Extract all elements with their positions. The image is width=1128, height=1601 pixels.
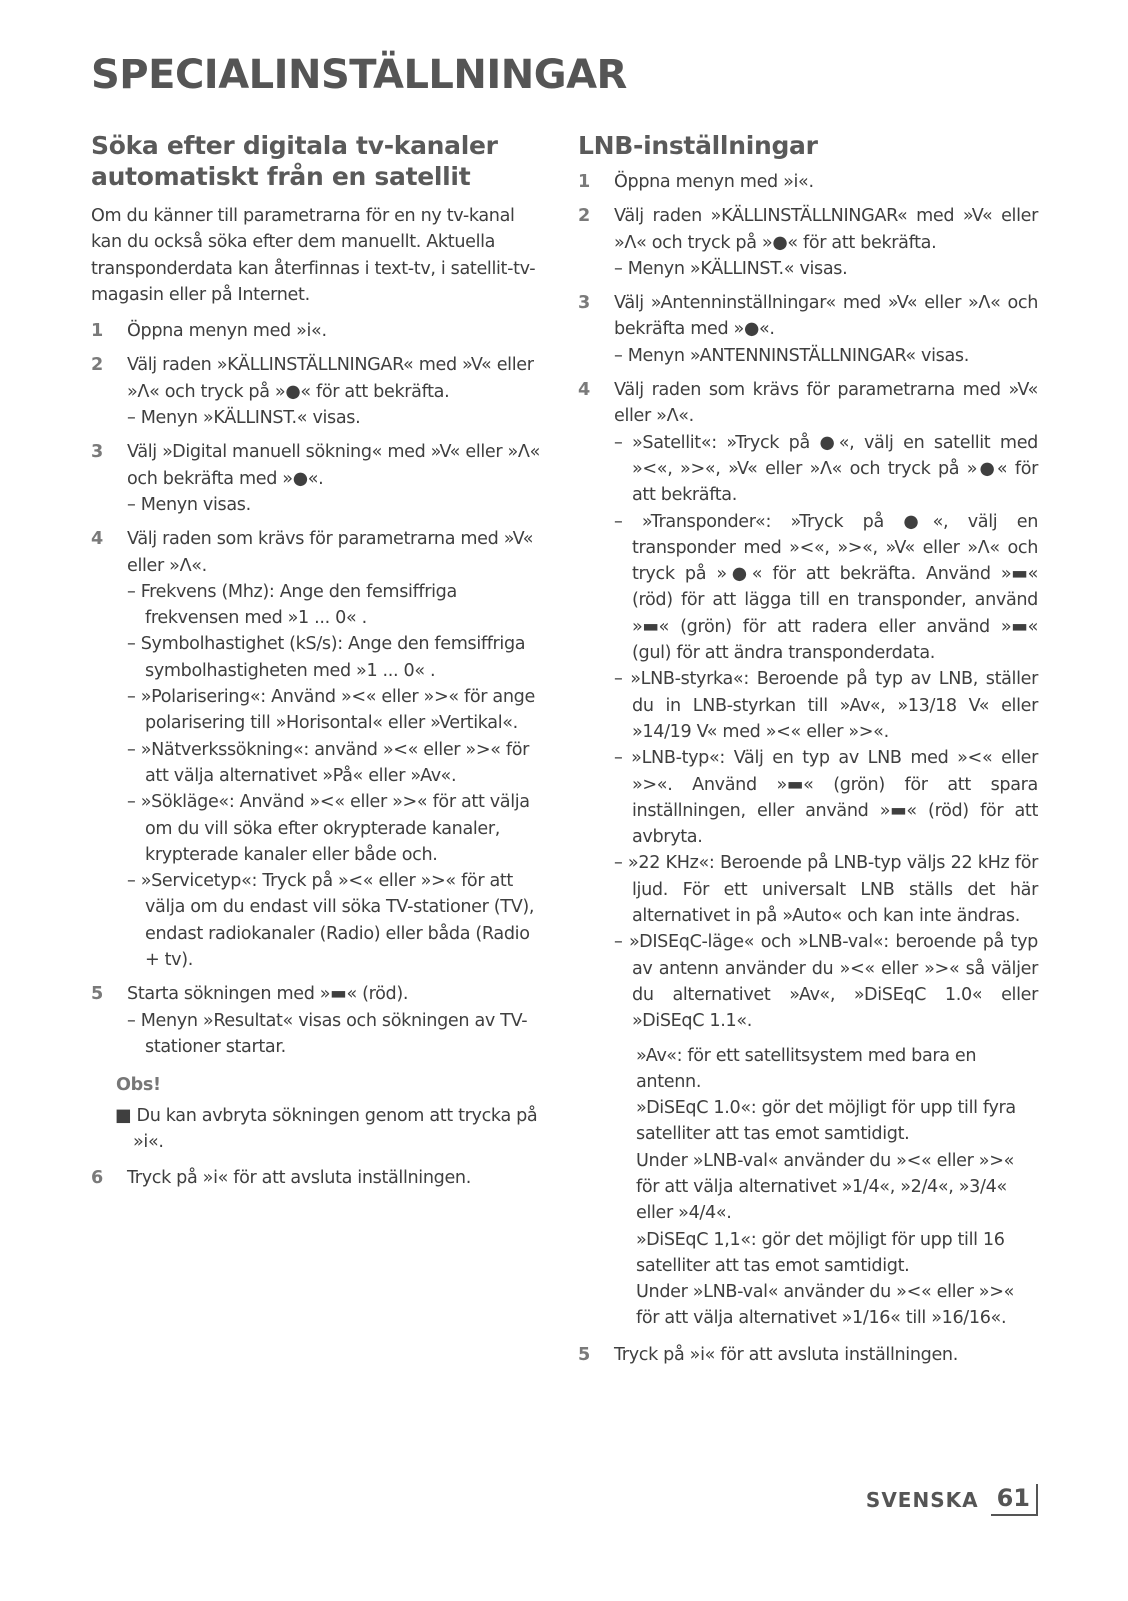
step-number: 2 [91, 355, 103, 376]
step-substep: – »Polarisering«: Använd »<« eller »>« för ange polarisering till »Horisontal« eller »Vertikal«. [127, 687, 535, 734]
left-section-heading: Söka efter digitala tv-kanaler automatiskt från en satellit [91, 131, 498, 191]
step-number: 4 [578, 380, 590, 401]
step-substep: – »LNB-styrka«: Beroende på typ av LNB, ställer du in LNB-styrkan till »Av«, »13/18 V« eller »14/19 V« med »<« eller »>«. [614, 669, 1038, 742]
step-number: 2 [578, 206, 590, 227]
step-text: Välj raden »KÄLLINSTÄLLNINGAR« med »V« eller »Λ« och tryck på »●« för att bekräfta. [614, 206, 1038, 253]
step-substep: – Symbolhastighet (kS/s): Ange den femsiffriga symbolhastigheten med »1 ... 0« . [127, 634, 526, 681]
right-step-1 [578, 169, 1038, 195]
step-text: Välj »Digital manuell sökning« med »V« eller »Λ« och bekräfta med »●«. [127, 442, 541, 489]
left-step-4 [91, 526, 544, 973]
step-substep: – »Satellit«: »Tryck på ●«, välj en satellit med »<«, »>«, »V« eller »Λ« och tryck på »●« för att bekräfta. [614, 432, 1038, 506]
diseqc-option: »DiSEqC 1.0«: gör det möjligt för upp till fyra satelliter att tas emot samtidigt. [636, 1098, 1016, 1145]
left-column [91, 130, 544, 1199]
page-number: 61 [991, 1484, 1038, 1516]
left-step-5 [91, 981, 544, 1060]
step-substep: – Menyn »KÄLLINST.« visas. [614, 258, 848, 279]
right-column [578, 130, 1038, 1376]
diseqc-option: »Av«: för ett satellitsystem med bara en antenn. [636, 1045, 977, 1092]
step-substep: – Menyn visas. [127, 494, 251, 515]
right-step-2 [578, 203, 1038, 282]
step-substep: – »DISEqC-läge« och »LNB-val«: beroende på typ av antenn använder du »<« eller »>« så väljer du alternativet »Av«, »DiSEqC 1.0« eller »DiSEqC 1.1«. [614, 932, 1038, 1032]
step-substep: – Menyn »KÄLLINST.« visas. [127, 408, 361, 429]
right-section-heading: LNB-inställningar [578, 131, 818, 160]
diseqc-option: »DiSEqC 1,1«: gör det möjligt för upp till 16 satelliter att tas emot samtidigt. [636, 1229, 1005, 1276]
diseqc-option: Under »LNB-val« använder du »<« eller »>« för att välja alternativet »1/4«, »2/4«, »3/4« eller »4/4«. [636, 1150, 1014, 1224]
step-text: Öppna menyn med »i«. [127, 321, 327, 342]
note-item: ■ Du kan avbryta sökningen genom att trycka på »i«. [115, 1105, 538, 1152]
step-number: 4 [91, 529, 103, 550]
left-intro-paragraph: Om du känner till parametrarna för en ny tv-kanal kan du också söka efter dem manuellt. Aktuella transponderdata kan återfinnas i text-tv, i satellit-tv-magasin eller på Internet. [91, 206, 536, 305]
step-substep: – »Sökläge«: Använd »<« eller »>« för att välja om du vill söka efter okrypterade kanaler, krypterade kanaler eller både och. [127, 792, 530, 865]
step-text: Öppna menyn med »i«. [614, 172, 814, 192]
right-step-4 [578, 377, 1038, 1034]
right-step-5 [578, 1342, 1038, 1368]
step-text: Välj raden som krävs för parametrarna med »V« eller »Λ«. [614, 380, 1038, 427]
page-title: SPECIALINSTÄLLNINGAR [91, 52, 627, 98]
step-substep: – »22 KHz«: Beroende på LNB-typ väljs 22 kHz för ljud. För ett universalt LNB ställs det här alternativet in på »Auto« och kan inte ändras. [614, 853, 1038, 927]
step-substep: – »Servicetyp«: Tryck på »<« eller »>« för att välja om du endast vill söka TV-stationer (TV), endast radiokanaler (Radio) eller båda (Radio + tv). [127, 871, 535, 971]
left-step-2 [91, 352, 544, 431]
step-substep: – Menyn »Resultat« visas och sökningen av TV-stationer startar. [127, 1010, 528, 1057]
step-text: Välj »Antenninställningar« med »V« eller »Λ« och bekräfta med »●«. [614, 293, 1038, 340]
step-number: 1 [578, 172, 590, 192]
step-substep: – »Nätverkssökning«: använd »<« eller »>« för att välja alternativet »På« eller »Av«. [127, 739, 530, 786]
step-text: Välj raden »KÄLLINSTÄLLNINGAR« med »V« eller »Λ« och tryck på »●« för att bekräfta. [127, 355, 534, 402]
step-number: 5 [578, 1344, 590, 1365]
step-number: 3 [91, 442, 103, 463]
step-number: 5 [91, 984, 103, 1005]
step-text: Tryck på »i« för att avsluta inställningen. [127, 1168, 471, 1189]
note-title: Obs! [116, 1075, 161, 1096]
step-substep: – »Transponder«: »Tryck på ●«, välj en transponder med »<«, »>«, »V« eller »Λ« och tryck på »●« för att bekräfta. Använd »▬« (röd) för att lägga till en transponder, använd »▬« (grön) för att radera eller använd »▬« (gul) för att ändra transponderdata. [614, 511, 1038, 664]
step-substep: – »LNB-typ«: Välj en typ av LNB med »<« eller »>«. Använd »▬« (grön) för att spara inställningen, eller använd »▬« (röd) för att avbryta. [614, 748, 1038, 848]
step-text: Starta sökningen med »▬« (röd). [127, 984, 409, 1005]
step-number: 6 [91, 1168, 103, 1189]
diseqc-option: Under »LNB-val« använder du »<« eller »>« för att välja alternativet »1/16« till »16/16«. [636, 1282, 1014, 1329]
left-step-3 [91, 439, 544, 518]
right-step-3 [578, 290, 1038, 369]
page-footer [866, 1484, 1038, 1516]
step-number: 3 [578, 293, 590, 314]
step-number: 1 [91, 321, 103, 342]
step-substep: – Frekvens (Mhz): Ange den femsiffriga frekvensen med »1 ... 0« . [127, 581, 457, 629]
left-step-6 [91, 1165, 544, 1191]
step-substep: – Menyn »ANTENNINSTÄLLNINGAR« visas. [614, 345, 969, 366]
footer-language: SVENSKA [865, 1488, 979, 1512]
left-step-1 [91, 318, 544, 344]
step-text: Välj raden som krävs för parametrarna med »V« eller »Λ«. [127, 529, 534, 576]
step-text: Tryck på »i« för att avsluta inställningen. [614, 1344, 958, 1365]
diseqc-options [578, 1043, 1038, 1332]
